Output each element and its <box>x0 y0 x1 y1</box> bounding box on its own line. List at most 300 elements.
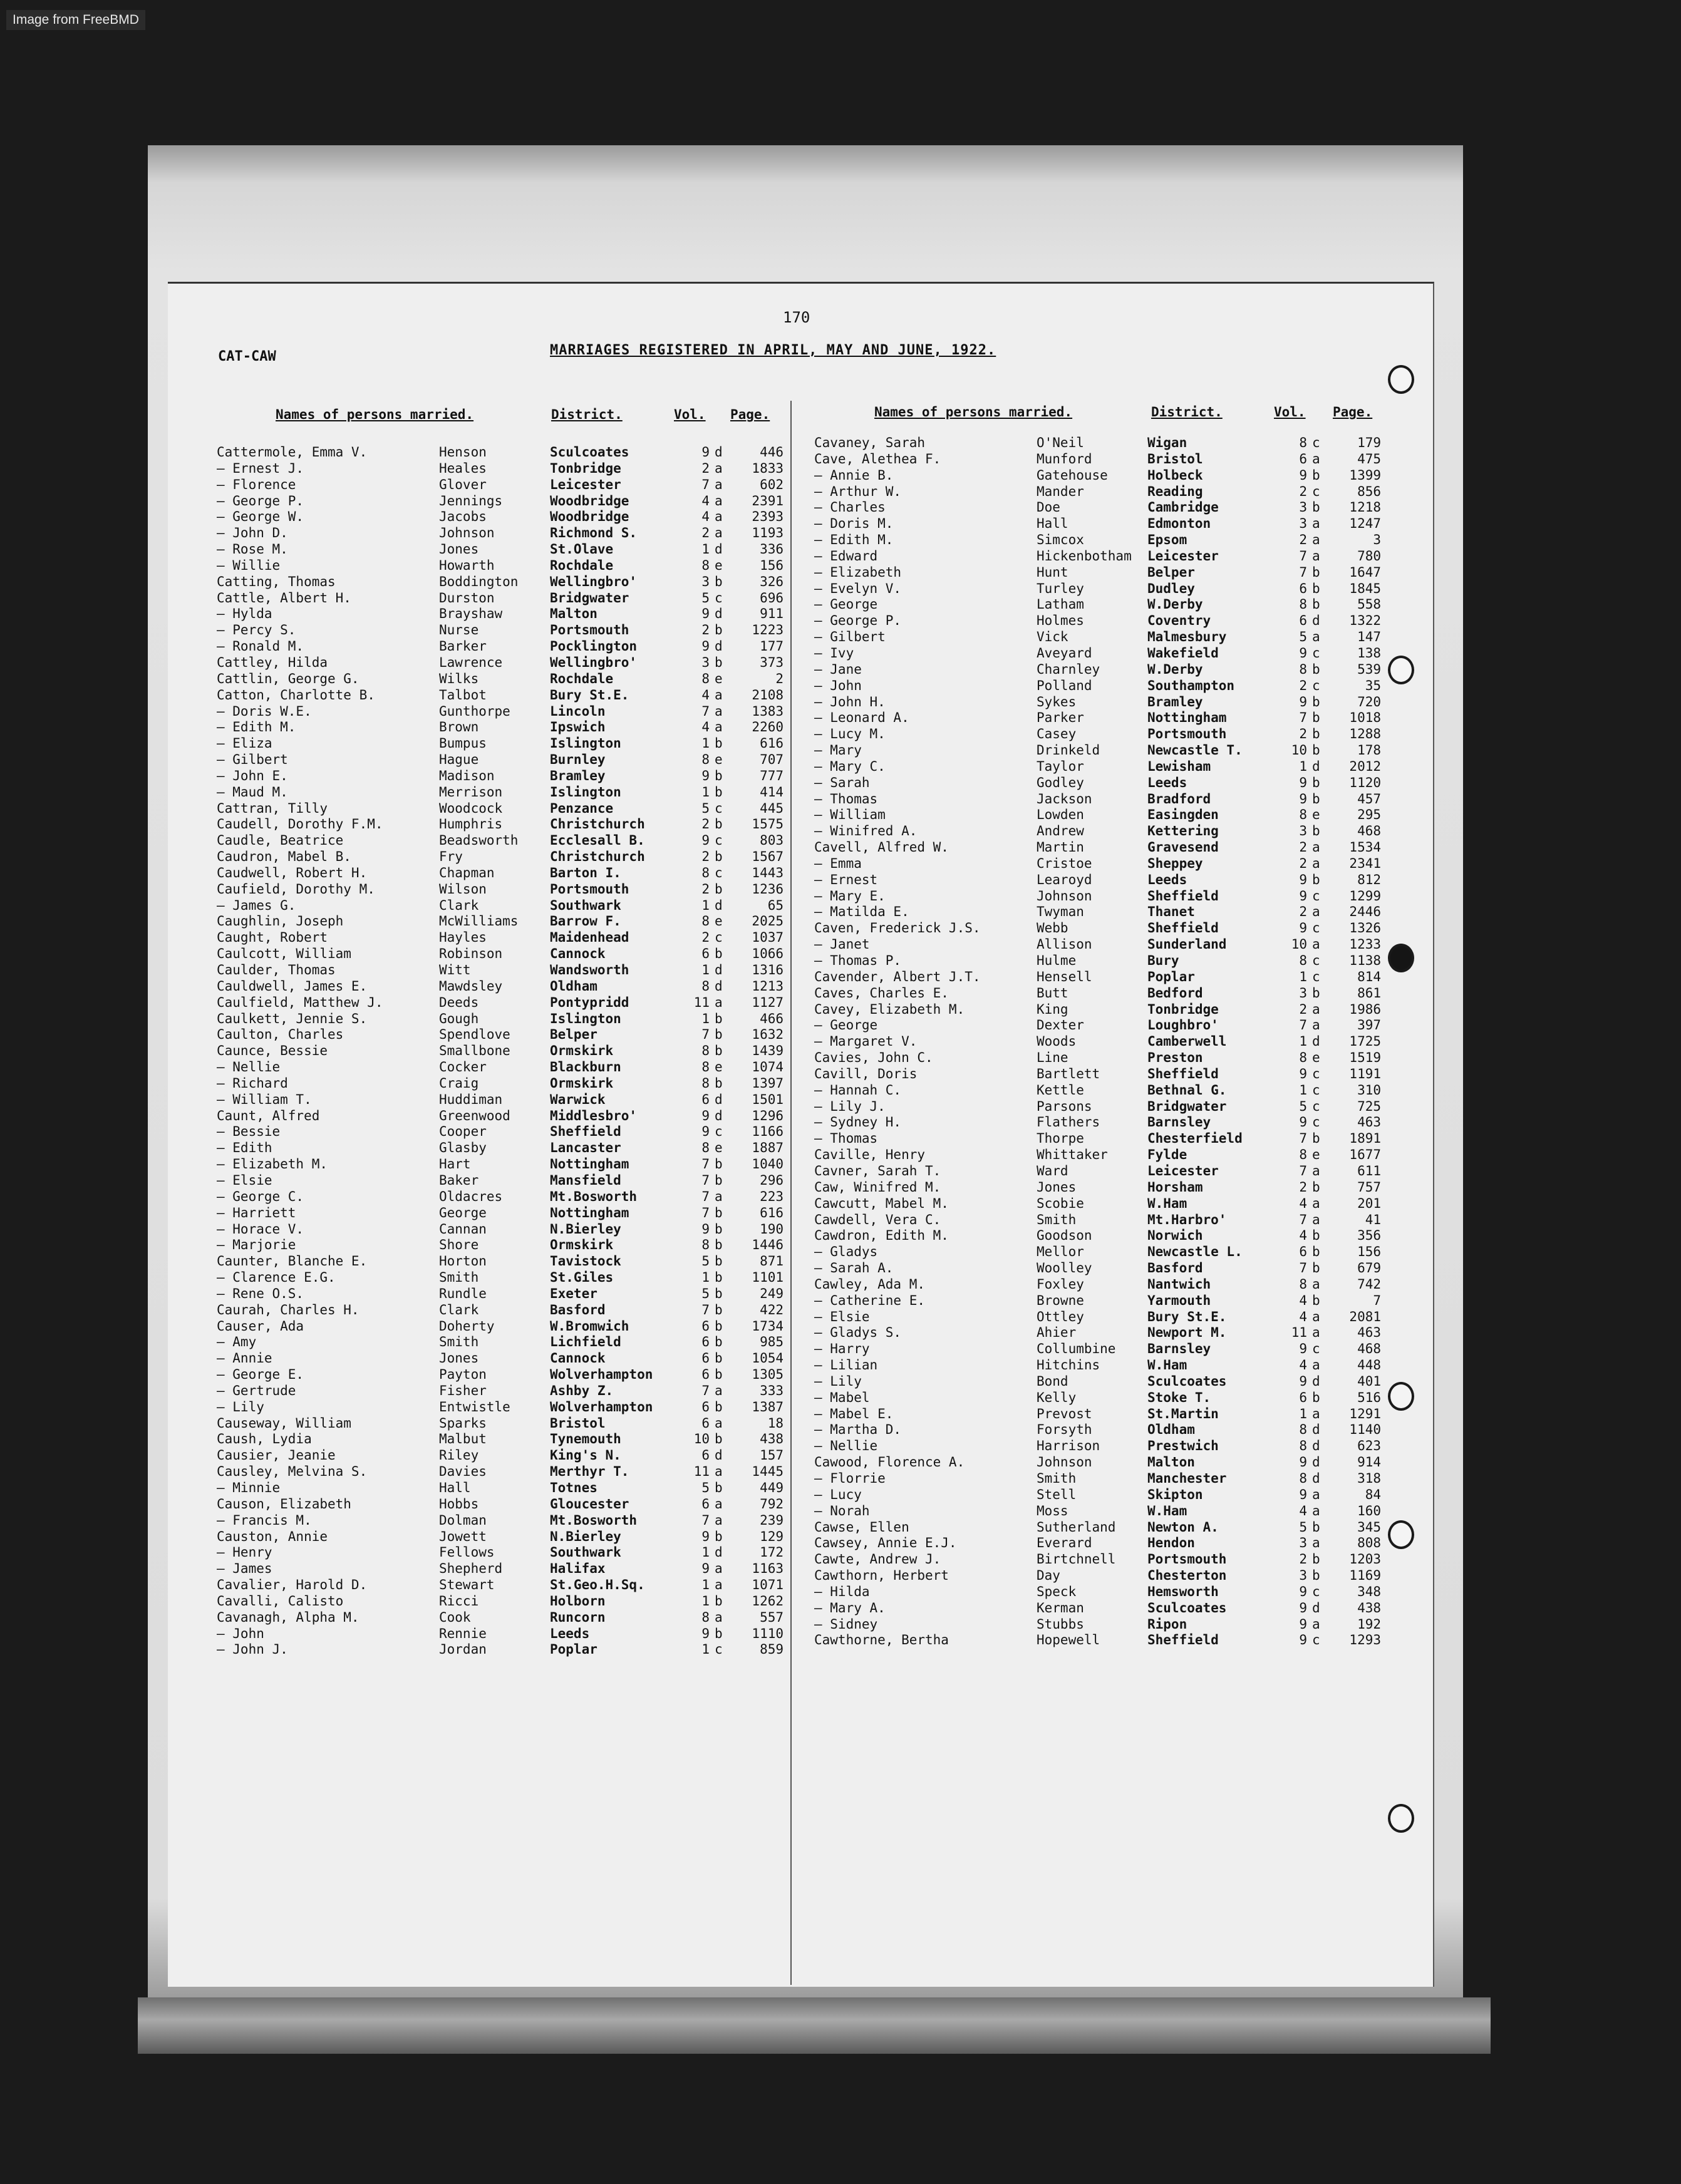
entry-name: — George P. <box>217 493 304 508</box>
volume-section: c <box>1312 1341 1320 1357</box>
spouse-surname: Jones <box>439 542 479 557</box>
district: Sculcoates <box>550 445 629 460</box>
district: Belper <box>1147 564 1195 580</box>
spouse-surname: Smith <box>439 1270 479 1285</box>
page-ref: 397 <box>1357 1017 1381 1033</box>
volume-section: b <box>715 1302 723 1317</box>
volume: 8 <box>1299 1422 1307 1438</box>
district: Chesterton <box>1147 1568 1227 1584</box>
spouse-surname: Cristoe <box>1037 855 1092 871</box>
district: Chesterfield <box>1147 1131 1243 1146</box>
entry-name: — George C. <box>217 1188 304 1204</box>
volume: 8 <box>1299 1438 1307 1454</box>
volume-section: a <box>715 1383 723 1398</box>
volume: 8 <box>1299 1147 1307 1163</box>
spouse-surname: Brayshaw <box>439 606 503 622</box>
spouse-surname: Hunt <box>1037 564 1068 580</box>
punch-hole <box>1388 1520 1414 1549</box>
entry-name: Cawsey, Annie E.J. <box>814 1535 957 1551</box>
page-ref: 179 <box>1357 435 1381 450</box>
volume-section: c <box>1312 645 1320 661</box>
spouse-surname: Henson <box>439 445 487 460</box>
entry-name: — Edith <box>217 1140 272 1156</box>
page-ref: 1986 <box>1349 1001 1381 1017</box>
entry-name: — Lily <box>217 1399 264 1414</box>
volume-section: a <box>715 1464 723 1480</box>
page-ref: 725 <box>1357 1098 1381 1114</box>
volume: 7 <box>1299 564 1307 580</box>
page-ref: 1647 <box>1349 564 1381 580</box>
volume: 7 <box>701 1172 710 1188</box>
district: Newton A. <box>1147 1519 1219 1535</box>
page-ref: 1288 <box>1349 726 1381 742</box>
district: Barrow F. <box>550 914 621 929</box>
volume-section: a <box>715 1512 723 1528</box>
index-range: CAT-CAW <box>218 349 276 364</box>
entry-name: Cave, Alethea F. <box>814 451 941 466</box>
district: Exeter <box>550 1285 597 1301</box>
volume: 1 <box>701 1642 710 1657</box>
volume-section: b <box>1312 694 1320 709</box>
volume-section: c <box>1312 969 1320 984</box>
entry-name: — Lucy <box>814 1486 862 1502</box>
entry-name: — John <box>814 677 862 693</box>
entry-name: — Maud M. <box>217 784 288 800</box>
volume-section: b <box>1312 775 1320 790</box>
entry-name: — Emma <box>814 855 862 871</box>
volume: 1 <box>1299 1034 1307 1049</box>
spouse-surname: Gatehouse <box>1037 467 1108 483</box>
spouse-surname: Bumpus <box>439 736 487 751</box>
volume-section: c <box>1312 1082 1320 1098</box>
entry-name: Caunt, Alfred <box>217 1108 320 1123</box>
page-ref: 468 <box>1357 823 1381 839</box>
entry-name: — Sydney H. <box>814 1115 902 1130</box>
volume-section: b <box>715 1027 723 1043</box>
district: Bradford <box>1147 791 1211 806</box>
spouse-surname: Scobie <box>1037 1195 1084 1211</box>
page-ref: 696 <box>760 590 784 605</box>
volume-section: b <box>715 816 723 832</box>
district: Christchurch <box>550 849 645 865</box>
volume-section: a <box>1312 937 1320 952</box>
volume: 8 <box>1299 1050 1307 1066</box>
volume-section: b <box>715 946 723 962</box>
volume: 2 <box>1299 855 1307 871</box>
entry-name: — Lily <box>814 1373 862 1389</box>
volume: 7 <box>1299 1163 1307 1178</box>
spouse-surname: Munford <box>1037 451 1092 466</box>
volume: 7 <box>701 1156 710 1172</box>
entry-name: Cavill, Doris <box>814 1066 918 1081</box>
page-ref: 65 <box>767 897 784 913</box>
volume-section: b <box>715 1318 723 1334</box>
volume: 7 <box>701 1188 710 1204</box>
volume-section: a <box>1312 1406 1320 1421</box>
district: Portsmouth <box>550 881 629 897</box>
page-ref: 190 <box>760 1221 784 1237</box>
entry-name: Cauldwell, James E. <box>217 978 368 994</box>
page-ref: 780 <box>1357 548 1381 564</box>
page-ref: 1163 <box>752 1561 784 1577</box>
volume: 4 <box>1299 1195 1307 1211</box>
volume-section: b <box>715 1625 723 1641</box>
page-ref: 2393 <box>752 509 784 525</box>
entry-name: — Doris W.E. <box>217 703 312 719</box>
volume: 1 <box>1299 1406 1307 1421</box>
punch-hole <box>1388 944 1414 972</box>
page-ref: 177 <box>760 639 784 654</box>
district: Bedford <box>1147 985 1203 1001</box>
page-ref: 466 <box>760 1011 784 1026</box>
volume-section: b <box>715 1043 723 1059</box>
district: W.Derby <box>1147 597 1203 612</box>
spouse-surname: Drinkeld <box>1037 743 1100 758</box>
district: W.Bromwich <box>550 1318 629 1334</box>
page-ref: 1387 <box>752 1399 784 1414</box>
spouse-surname: Sutherland <box>1037 1519 1116 1535</box>
district: Ripon <box>1147 1616 1187 1632</box>
volume-section: b <box>1312 580 1320 596</box>
entry-name: Cawthorne, Bertha <box>814 1632 949 1648</box>
entry-name: — Henry <box>217 1545 272 1560</box>
spouse-surname: Stubbs <box>1037 1616 1084 1632</box>
page-ref: 1534 <box>1349 840 1381 855</box>
column-divider <box>790 401 792 1985</box>
volume-section: d <box>1312 1034 1320 1049</box>
volume-section: a <box>1312 1212 1320 1227</box>
volume: 2 <box>701 849 710 865</box>
volume: 2 <box>701 930 710 945</box>
spouse-surname: Forsyth <box>1037 1422 1092 1438</box>
spouse-surname: Humphris <box>439 816 503 832</box>
page-ref: 201 <box>1357 1195 1381 1211</box>
district: Sculcoates <box>1147 1600 1227 1615</box>
volume-section: e <box>1312 1050 1320 1066</box>
district: Woodbridge <box>550 493 629 508</box>
district: Tavistock <box>550 1254 621 1269</box>
volume-section: b <box>715 1237 723 1253</box>
volume: 9 <box>1299 1373 1307 1389</box>
district: Totnes <box>550 1480 597 1495</box>
district: St.Olave <box>550 542 614 557</box>
page-ref: 147 <box>1357 629 1381 645</box>
spouse-surname: Woodcock <box>439 800 503 816</box>
entry-name: Caville, Henry <box>814 1147 926 1163</box>
page-ref: 985 <box>760 1334 784 1350</box>
entry-name: Caurah, Charles H. <box>217 1302 359 1317</box>
entry-name: — Elsie <box>217 1172 272 1188</box>
volume: 1 <box>701 736 710 751</box>
page-ref: 1193 <box>752 525 784 541</box>
entry-name: — Marjorie <box>217 1237 296 1253</box>
district: Wakefield <box>1147 645 1219 661</box>
volume: 9 <box>1299 1584 1307 1599</box>
spouse-surname: Mawdsley <box>439 978 503 994</box>
spouse-surname: Everard <box>1037 1535 1092 1551</box>
page-ref: 2341 <box>1349 855 1381 871</box>
entry-name: Cavies, John C. <box>814 1050 933 1066</box>
volume-section: e <box>715 1140 723 1156</box>
volume: 2 <box>1299 1179 1307 1195</box>
entry-name: — Minnie <box>217 1480 281 1495</box>
district: Leicester <box>550 476 621 492</box>
district: Pocklington <box>550 639 638 654</box>
page-ref: 1101 <box>752 1270 784 1285</box>
entry-name: Causer, Ada <box>217 1318 304 1334</box>
volume-section: a <box>1312 548 1320 564</box>
volume: 7 <box>701 1027 710 1043</box>
entry-name: — Harry <box>814 1341 870 1357</box>
district: Mt.Harbro' <box>1147 1212 1227 1227</box>
spouse-surname: Jackson <box>1037 791 1092 806</box>
spouse-surname: Wilson <box>439 881 487 897</box>
spouse-surname: Jacobs <box>439 509 487 525</box>
entry-name: — George E. <box>217 1367 304 1383</box>
volume-section: e <box>715 557 723 573</box>
spouse-surname: Foxley <box>1037 1276 1084 1292</box>
district: Leeds <box>1147 872 1187 887</box>
spouse-surname: Martin <box>1037 840 1084 855</box>
volume: 9 <box>701 445 710 460</box>
entry-name: Caulfield, Matthew J. <box>217 994 383 1010</box>
volume-section: b <box>1312 500 1320 515</box>
district: Hemsworth <box>1147 1584 1219 1599</box>
page-ref: 1262 <box>752 1593 784 1609</box>
spouse-surname: Fisher <box>439 1383 487 1398</box>
page-ref: 1169 <box>1349 1568 1381 1584</box>
entry-name: — Arthur W. <box>814 483 902 499</box>
entry-name: — Hylda <box>217 606 272 622</box>
entry-name: — Horace V. <box>217 1221 304 1237</box>
entry-name: — Clarence E.G. <box>217 1270 336 1285</box>
register-page <box>168 282 1434 1987</box>
page-ref: 1725 <box>1349 1034 1381 1049</box>
entry-name: Cawthorn, Herbert <box>814 1568 949 1584</box>
entry-name: Cattran, Tilly <box>217 800 328 816</box>
spouse-surname: Cook <box>439 1609 471 1625</box>
spouse-surname: Holmes <box>1037 613 1084 629</box>
scan-bottom-edge <box>138 1997 1491 2054</box>
district: Portsmouth <box>550 622 629 638</box>
volume: 1 <box>701 897 710 913</box>
volume: 8 <box>701 1043 710 1059</box>
entry-name: Caw, Winifred M. <box>814 1179 941 1195</box>
page-ref: 1074 <box>752 1059 784 1075</box>
spouse-surname: Brown <box>439 719 479 735</box>
volume-section: e <box>715 914 723 929</box>
spouse-surname: Dexter <box>1037 1017 1084 1033</box>
spouse-surname: Kerman <box>1037 1600 1084 1615</box>
page-ref: 2446 <box>1349 904 1381 920</box>
page-ref: 448 <box>1357 1357 1381 1373</box>
entry-name: — Elsie <box>814 1309 870 1324</box>
spouse-surname: Ricci <box>439 1593 479 1609</box>
entry-name: — Mabel <box>814 1389 870 1405</box>
volume-section: a <box>715 1188 723 1204</box>
spouse-surname: Payton <box>439 1367 487 1383</box>
district: Southwark <box>550 897 621 913</box>
page-ref: 616 <box>760 736 784 751</box>
page-ref: 812 <box>1357 872 1381 887</box>
volume-section: a <box>715 493 723 508</box>
page-ref: 859 <box>760 1642 784 1657</box>
spouse-surname: Polland <box>1037 677 1092 693</box>
volume: 1 <box>701 1545 710 1560</box>
spouse-surname: Spendlove <box>439 1027 510 1043</box>
volume: 7 <box>701 703 710 719</box>
volume: 8 <box>701 1237 710 1253</box>
entry-name: Cavalli, Calisto <box>217 1593 344 1609</box>
volume: 9 <box>701 1108 710 1123</box>
spouse-surname: Smith <box>439 1334 479 1350</box>
spouse-surname: Cocker <box>439 1059 487 1075</box>
entry-name: — Jane <box>814 661 862 677</box>
district: Poplar <box>550 1642 597 1657</box>
entry-name: Caughlin, Joseph <box>217 914 344 929</box>
spouse-surname: George <box>439 1205 487 1220</box>
page-ref: 1296 <box>752 1108 784 1123</box>
district: Lichfield <box>550 1334 621 1350</box>
volume-section: b <box>715 768 723 783</box>
page-ref: 35 <box>1365 677 1381 693</box>
volume: 4 <box>1299 1503 1307 1518</box>
spouse-surname: Jones <box>1037 1179 1077 1195</box>
volume-section: b <box>715 849 723 865</box>
district: Wolverhampton <box>550 1399 653 1414</box>
spouse-surname: Rennie <box>439 1625 487 1641</box>
spouse-surname: Merrison <box>439 784 503 800</box>
volume: 1 <box>1299 1082 1307 1098</box>
entry-name: — Florence <box>217 476 296 492</box>
entry-name: Caudwell, Robert H. <box>217 865 368 880</box>
page-ref: 1575 <box>752 816 784 832</box>
district: Southwark <box>550 1545 621 1560</box>
spouse-surname: Nurse <box>439 622 479 638</box>
district: Holbeck <box>1147 467 1203 483</box>
volume-section: b <box>1312 743 1320 758</box>
entry-name: — John E. <box>217 768 288 783</box>
spouse-surname: Harrison <box>1037 1438 1100 1454</box>
entry-name: — Elizabeth M. <box>217 1156 328 1172</box>
district: St.Giles <box>550 1270 614 1285</box>
spouse-surname: Baker <box>439 1172 479 1188</box>
page-ref: 803 <box>760 833 784 848</box>
district: Mansfield <box>550 1172 621 1188</box>
district: Warwick <box>550 1091 606 1107</box>
page-ref: 1443 <box>752 865 784 880</box>
page-ref: 1833 <box>752 460 784 476</box>
spouse-surname: Twyman <box>1037 904 1084 920</box>
right-header-page: Page. <box>1333 404 1373 420</box>
volume-section: c <box>1312 1066 1320 1081</box>
district: Mt.Bosworth <box>550 1512 638 1528</box>
spouse-surname: Moss <box>1037 1503 1068 1518</box>
volume-section: b <box>715 1285 723 1301</box>
volume-section: b <box>715 1351 723 1366</box>
spouse-surname: Hulme <box>1037 953 1077 968</box>
page-ref: 223 <box>760 1188 784 1204</box>
page-ref: 1891 <box>1349 1131 1381 1146</box>
spouse-surname: Heales <box>439 460 487 476</box>
district: Middlesbro' <box>550 1108 638 1123</box>
spouse-surname: Sykes <box>1037 694 1077 709</box>
spouse-surname: Bartlett <box>1037 1066 1100 1081</box>
district: Lincoln <box>550 703 606 719</box>
page-ref: 1071 <box>752 1577 784 1593</box>
entry-name: Caunter, Blanche E. <box>217 1254 368 1269</box>
volume: 4 <box>701 687 710 703</box>
page-ref: 539 <box>1357 661 1381 677</box>
volume: 2 <box>1299 1001 1307 1017</box>
page-ref: 2391 <box>752 493 784 508</box>
entry-name: — Thomas <box>814 791 878 806</box>
volume: 2 <box>701 622 710 638</box>
volume-section: c <box>1312 1115 1320 1130</box>
page-ref: 2025 <box>752 914 784 929</box>
volume-section: a <box>1312 1276 1320 1292</box>
left-header-page: Page. <box>730 407 770 422</box>
volume: 9 <box>701 1561 710 1577</box>
volume-section: b <box>1312 1552 1320 1567</box>
page-ref: 463 <box>1357 1325 1381 1341</box>
page-ref: 2 <box>775 671 784 686</box>
entry-name: — Mabel E. <box>814 1406 894 1421</box>
spouse-surname: Clark <box>439 897 479 913</box>
page-ref: 1632 <box>752 1027 784 1043</box>
volume-section: a <box>1312 855 1320 871</box>
entry-name: Causton, Annie <box>217 1528 328 1544</box>
volume: 2 <box>701 881 710 897</box>
volume-section: d <box>1312 1438 1320 1454</box>
entry-name: Cawood, Florence A. <box>814 1455 965 1470</box>
volume-section: c <box>1312 677 1320 693</box>
freebmd-watermark: Image from FreeBMD <box>6 10 145 30</box>
volume: 6 <box>1299 613 1307 629</box>
page-ref: 463 <box>1357 1115 1381 1130</box>
volume-section: a <box>715 509 723 525</box>
entry-name: — Mary C. <box>814 758 886 774</box>
volume-section: c <box>1312 1098 1320 1114</box>
volume-section: b <box>1312 661 1320 677</box>
page-ref: 1120 <box>1349 775 1381 790</box>
district: Portsmouth <box>1147 1552 1227 1567</box>
district: Gloucester <box>550 1496 629 1512</box>
district: Oldham <box>1147 1422 1195 1438</box>
page-number: 170 <box>783 309 810 326</box>
volume: 9 <box>1299 1632 1307 1648</box>
spouse-surname: Jordan <box>439 1642 487 1657</box>
volume-section: e <box>715 752 723 768</box>
page-ref: 160 <box>1357 1503 1381 1518</box>
volume-section: b <box>1312 1131 1320 1146</box>
volume-section: c <box>715 930 723 945</box>
volume: 7 <box>701 1205 710 1220</box>
district: Tonbridge <box>550 460 621 476</box>
page-ref: 1291 <box>1349 1406 1381 1421</box>
entry-name: Cawse, Ellen <box>814 1519 909 1535</box>
spouse-surname: Stewart <box>439 1577 495 1593</box>
page-ref: 1299 <box>1349 888 1381 904</box>
entry-name: — James G. <box>217 897 296 913</box>
volume: 9 <box>701 606 710 622</box>
page-title: MARRIAGES REGISTERED IN APRIL, MAY AND JUNE, 1922. <box>550 343 996 358</box>
district: Thanet <box>1147 904 1195 920</box>
volume-section: d <box>715 606 723 622</box>
entry-name: — Rene O.S. <box>217 1285 304 1301</box>
district: Basford <box>550 1302 606 1317</box>
volume-section: d <box>715 1545 723 1560</box>
